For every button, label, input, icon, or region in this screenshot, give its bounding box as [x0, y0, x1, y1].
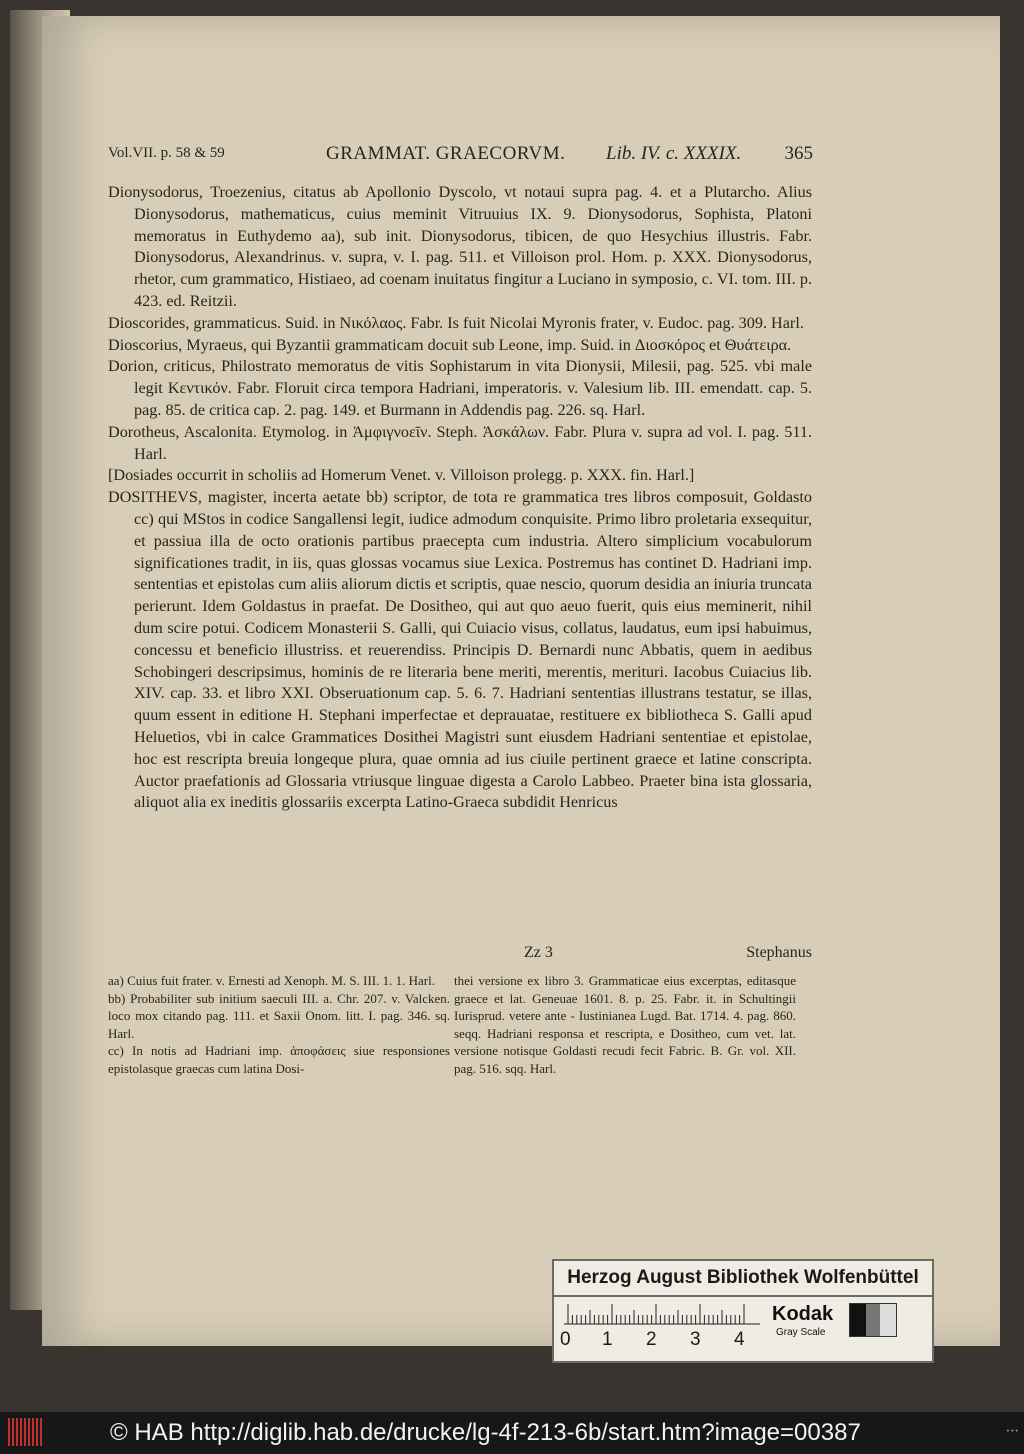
entry-dositheus: DOSITHEVS, magister, incerta aetate bb) scriptor, de tota re grammatica tres libros composuit, Goldasto cc) qui MStos in codice Sangallensi legit, iudice admodum conquisite. Primo libro proletaria exsequitur, et passiua illa de octo orationis partibus praecepta cum industria. Altero simplicium vocabulorum significationes tradit, in iis, quas glossas vocamus siue Lexica. Postremus has continet D. Hadriani imp. sententias et epistolas cum aliis aliorum dictis et scriptis, quae nescio, quorum desidia an iniuria truncata perierunt. Idem Goldastus in praefat. De Dositheo, qui aut quo aeuo fuerit, quis eius meminerit, nihil dum scire potui. Codicem Monasterii S. Galli, qui Cuiacio visus, collatus, laudatus, eum ipsi habuimus, concessu et beneficio illustriss. et reuerendiss. Principis D. Bernardi nunc Abbatis, quem in aedibus Schobingeri descripsimus, hominis de re literaria bene meriti, merentis, merituri. Iacobus Cuiacius lib. XIV. cap. 33. et libro XXI. Obseruationum cap. 5. 6. 7. Hadriani sententias illustrans testatur, se illas, quum essent in editione H. Stephani imperfectae et deprauatae, restituere ex bibliotheca S. Galli apud Heluetios, vbi in calce Grammatices Dosithei Magistri sunt eiusdem Hadriani sententiae et epistolae, hoc est rescripta breuia longeque plura, quae omnia ad ius ciuile pertinent graece et latine conscripta. Auctor praefationis ad Glossaria vtriusque linguae digesta a Carolo Labbeo. Praeter bina ista glossaria, aliquot alia ex ineditis glossariis excerpta Latino-Graeca subdidit Henricus: [108, 488, 812, 812]
catchword: Stephanus: [746, 944, 812, 961]
ruler-number-4: 4: [734, 1329, 745, 1350]
running-title: GRAMMAT. GRAECORVM.: [326, 143, 566, 164]
entry-dorotheus: Dorotheus, Ascalonita. Etymolog. in Ἀμφιγνοεῖν. Steph. Ἀσκάλων. Fabr. Plura v. supra ad vol. I. pag. 511. Harl.: [108, 422, 812, 463]
ruler-scale: [564, 1303, 760, 1325]
entry-dionysodorus: Dionysodorus, Troezenius, citatus ab Apollonio Dyscolo, vt notaui supra pag. 4. et a Plutarcho. Alius Dionysodorus, mathematicus, cuius meminit Vitruuius IX. 9. Dionysodorus, Sophista, Platoni memoratus in Euthydemo aa), sub init. Dionysodorus, tibicen, de quo Hesychius illustris. Fabr. Dionysodorus, Alexandrinus. v. supra, v. I. pag. 511. et Villoison prol. Hom. p. XXX. Dionysodorus, rhetor, cum grammatico, Histiaeo, ad coenam inuitatus fingitur a Luciano in symposio, c. VI. tom. III. p. 423. ed. Reitzii.: [108, 183, 812, 310]
catchline: [108, 944, 812, 966]
entry-dorion: Dorion, criticus, Philostrato memoratus de vitis Sophistarum in vita Dionysii, Milesii, pag. 525. vbi male legit Κεντικόν. Fabr. Floruit circa tempora Hadriani, imperatoris. v. Valesium lib. III. emendatt. cap. 5. pag. 85. de critica cap. 2. pag. 149. et Burmann in Addendis pag. 226. sq. Harl.: [108, 357, 812, 419]
gray-swatch: [849, 1303, 897, 1337]
ruler-number-1: 1: [602, 1329, 613, 1350]
gray-scale-label: Gray Scale: [776, 1327, 826, 1338]
ruler-number-2: 2: [646, 1329, 657, 1350]
label-divider: [554, 1295, 932, 1297]
library-name: Herzog August Bibliothek Wolfenbüttel: [567, 1267, 919, 1288]
entry-dioscorides: Dioscorides, grammaticus. Suid. in Νικόλαος. Fabr. Is fuit Nicolai Myronis frater, v. Eudoc. pag. 309. Harl.: [108, 313, 804, 332]
corner-mark: • • •: [1006, 1428, 1018, 1435]
main-text: [108, 182, 812, 814]
signature-mark: Zz 3: [524, 944, 553, 961]
footnote-bb: bb) Probabiliter sub initium saeculi III. a. Chr. 207. v. Valcken. loco mox citando pag. 111. et Saxii Onom. litt. I. pag. 346. sq. Harl.: [108, 990, 450, 1041]
entry-dioscorius: Dioscorius, Myraeus, qui Byzantii grammaticam docuit sub Leone, imp. Suid. in Διοσκόρος et Θυάτειρα.: [108, 335, 792, 354]
hab-logo-icon: [8, 1418, 44, 1446]
ruler-number-0: 0: [560, 1329, 571, 1350]
ruler-number-3: 3: [690, 1329, 701, 1350]
running-head: [108, 143, 813, 167]
footer-copyright-url[interactable]: © HAB http://diglib.hab.de/drucke/lg-4f-213-6b/start.htm?image=00387: [110, 1419, 861, 1446]
library-color-card: [552, 1259, 934, 1363]
footnote-aa: aa) Cuius fuit frater. v. Ernesti ad Xenoph. M. S. III. 1. 1. Harl.: [108, 973, 435, 988]
footnotes-right-column: [454, 972, 796, 1078]
footer-bar: [0, 1412, 1024, 1454]
volume-reference: Vol.VII. p. 58 & 59: [108, 145, 225, 161]
footnotes-left-column: [108, 972, 450, 1078]
entry-dosiades: [Dosiades occurrit in scholiis ad Homerum Venet. v. Villoison prolegg. p. XXX. fin. Harl.]: [108, 466, 695, 485]
kodak-logo: Kodak: [772, 1303, 834, 1325]
footnote-cc-continued: thei versione ex libro 3. Grammaticae eius excerptas, editasque graece et lat. Geneuae 1601. 8. p. 25. Fabr. it. in Schultingii Iurisprud. vetere ante - Iustinianea Lugd. Bat. 1714. 4. pag. 860. seqq. Hadriani responsa et rescripta, e Dositheo, cum vet. lat. versione notisque Goldasti recudi fecit Fabric. B. Gr. vol. XII. pag. 516. sqq. Harl.: [454, 973, 796, 1076]
ruler-numbers: [560, 1329, 770, 1351]
book-chapter: Lib. IV. c. XXXIX.: [606, 143, 742, 164]
footnote-cc: cc) In notis ad Hadriani imp. ἀποφάσεις siue responsiones epistolasque graecas cum latina Dosi-: [108, 1043, 450, 1076]
page-number: 365: [784, 143, 813, 164]
